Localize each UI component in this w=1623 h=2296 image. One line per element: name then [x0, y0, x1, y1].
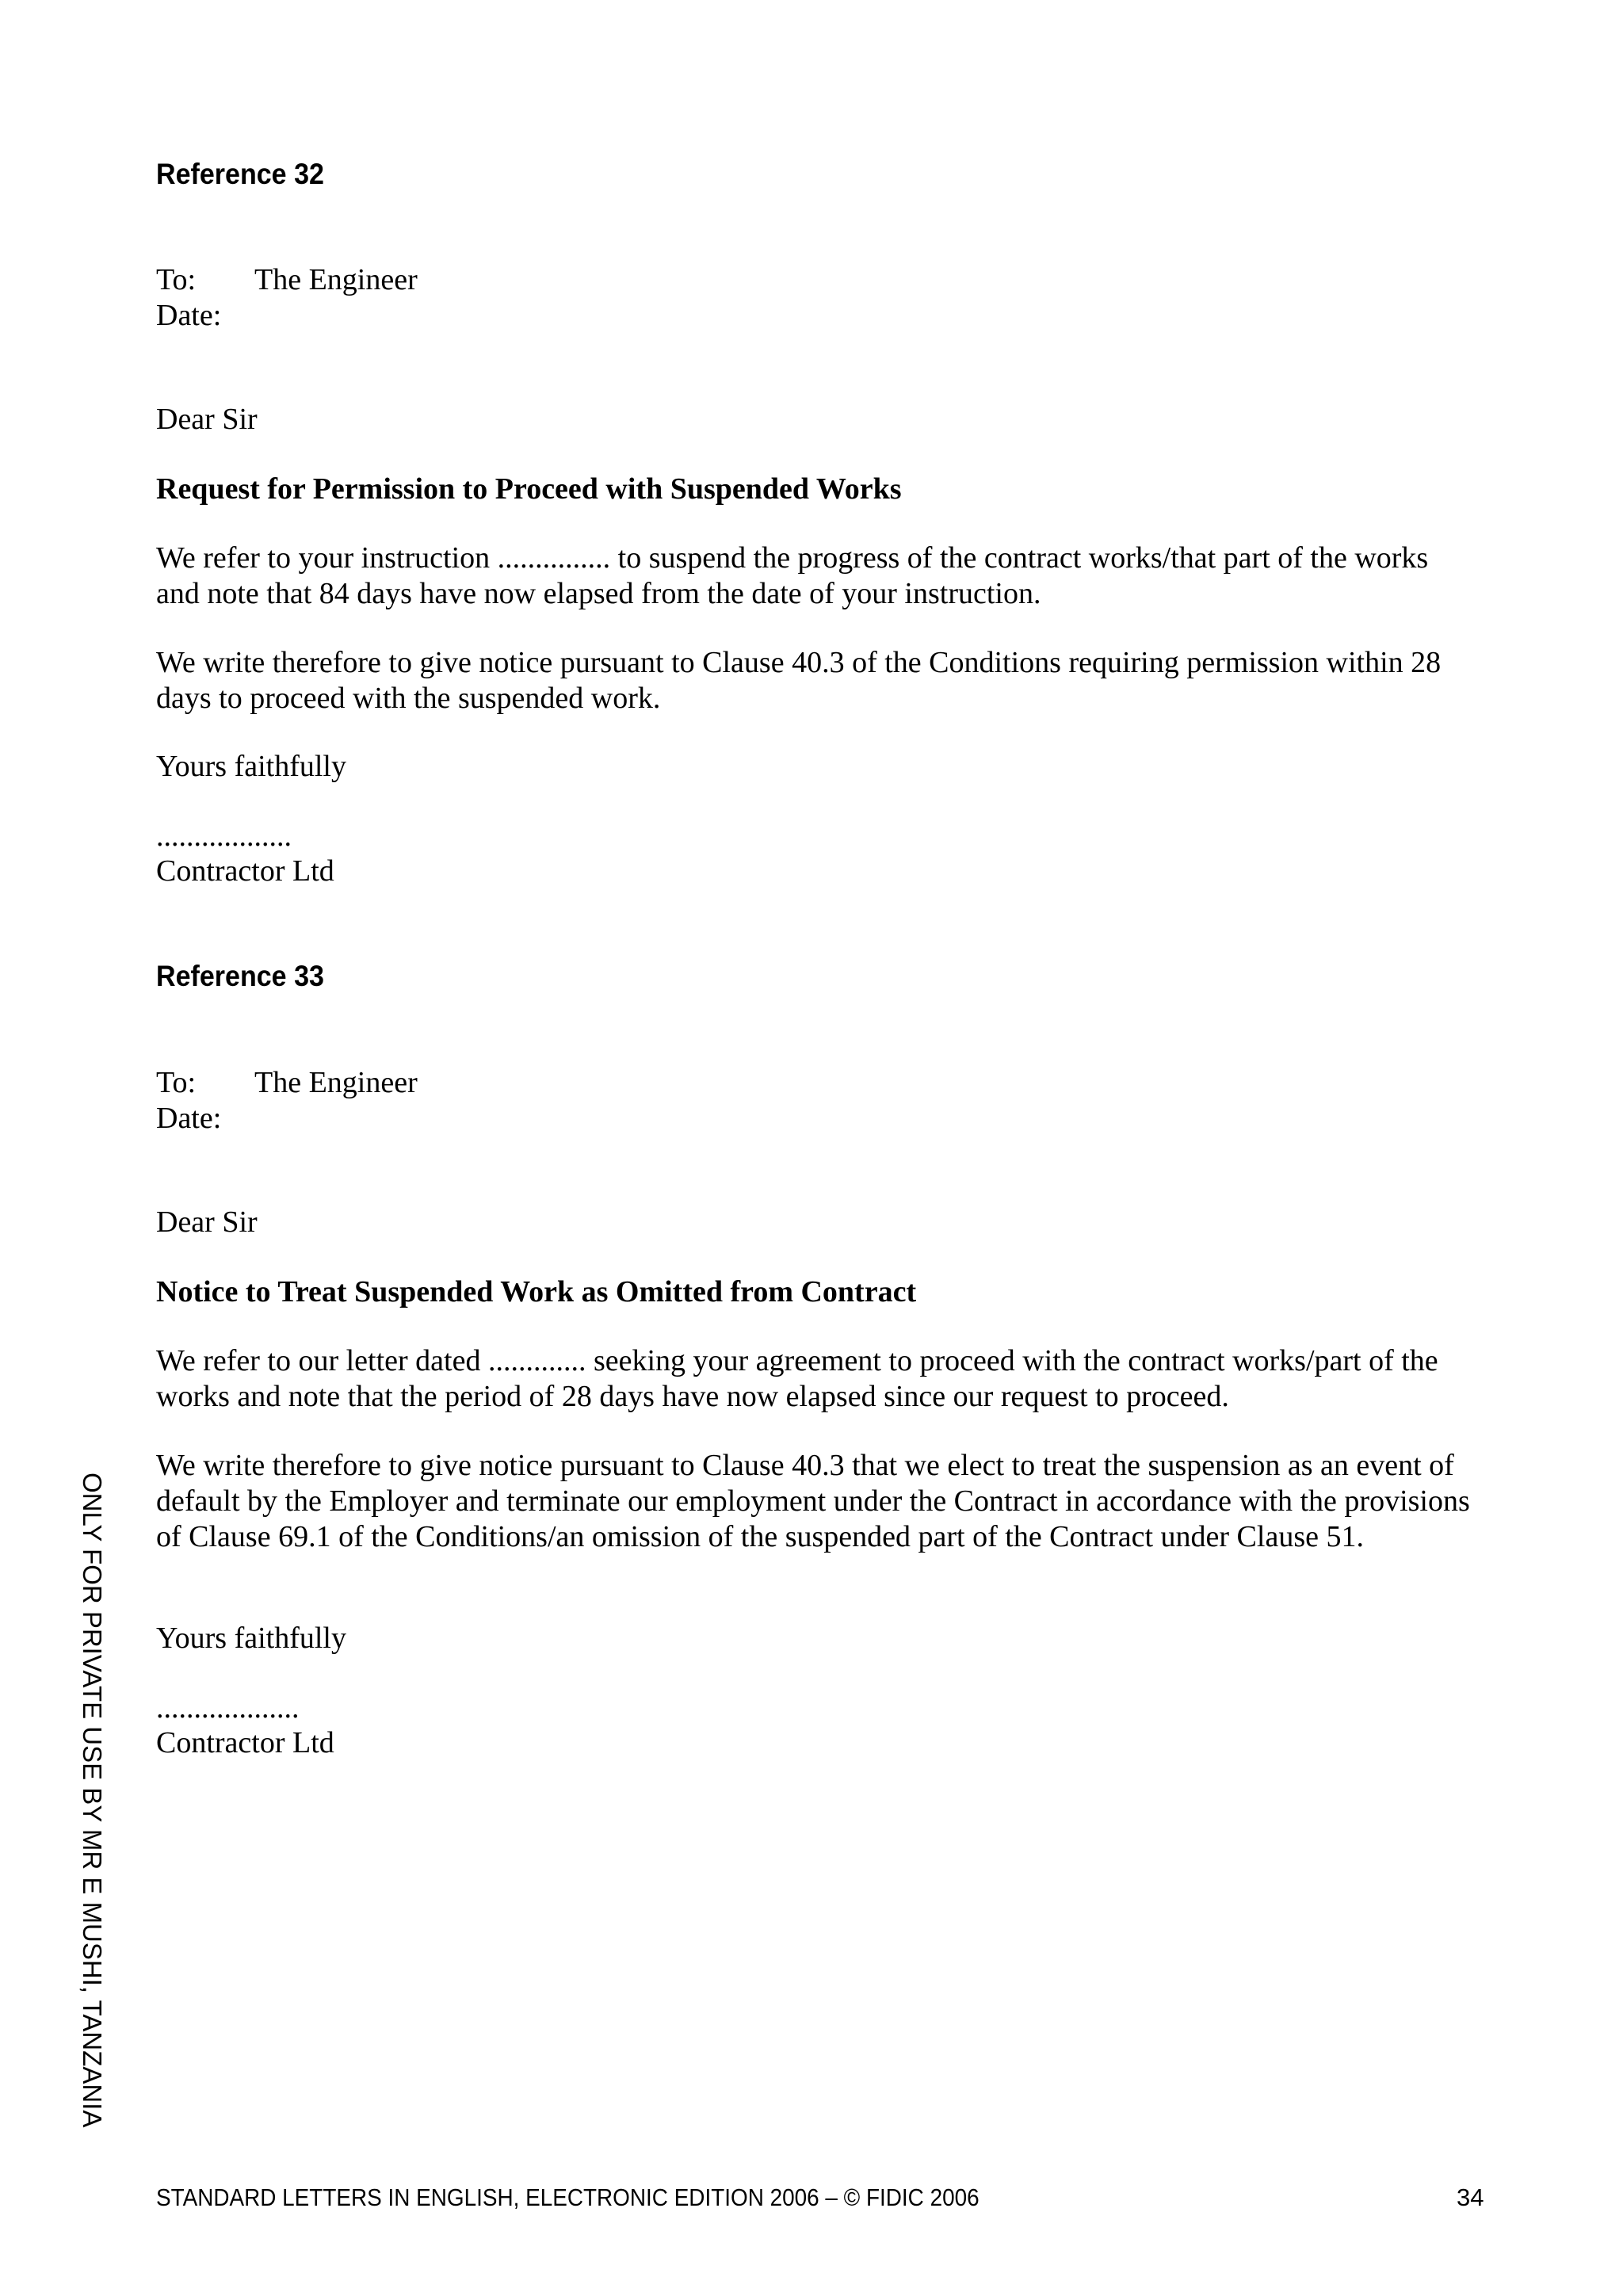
body-paragraph	[156, 1448, 1487, 1555]
reference-heading: Reference 33	[156, 960, 324, 992]
date-line	[156, 298, 254, 334]
body-paragraph	[156, 541, 1487, 612]
to-value: The Engineer	[254, 1066, 418, 1099]
salutation: Dear Sir	[156, 1205, 258, 1239]
date-line	[156, 1101, 254, 1137]
private-use-watermark: ONLY FOR PRIVATE USE BY MR E MUSHI, TANZANIA	[78, 1473, 107, 2128]
letter-subject: Request for Permission to Proceed with Suspended Works	[156, 472, 902, 506]
to-label: To:	[156, 1066, 197, 1099]
date-label: Date:	[156, 299, 222, 332]
signatory-name: Contractor Ltd	[156, 854, 334, 888]
body-paragraph	[156, 645, 1487, 716]
reference-heading: Reference 32	[156, 158, 324, 190]
signatory-name: Contractor Ltd	[156, 1726, 334, 1759]
date-label: Date:	[156, 1102, 222, 1135]
to-label: To:	[156, 263, 197, 296]
paragraph-line: We refer to our letter dated ............. seeking your agreement to proceed with the contract works/part of the	[156, 1344, 1438, 1377]
closing: Yours faithfully	[156, 750, 346, 783]
signature-placeholder: ..................	[156, 819, 292, 853]
page-number: 34	[1457, 2183, 1484, 2211]
salutation: Dear Sir	[156, 403, 258, 436]
to-line	[156, 1065, 418, 1101]
letter-subject: Notice to Treat Suspended Work as Omitted from Contract	[156, 1275, 917, 1308]
paragraph-line: default by the Employer and terminate our employment under the Contract in accordance with the provisions	[156, 1484, 1470, 1518]
paragraph-line: We write therefore to give notice pursuant to Clause 40.3 that we elect to treat the suspension as an event of	[156, 1449, 1454, 1482]
to-value: The Engineer	[254, 263, 418, 296]
paragraph-line: We refer to your instruction ............... to suspend the progress of the contract works/that part of the works	[156, 541, 1429, 575]
paragraph-line: works and note that the period of 28 days have now elapsed since our request to proceed.	[156, 1380, 1229, 1413]
paragraph-line: We write therefore to give notice pursuant to Clause 40.3 of the Conditions requiring permission within 28	[156, 646, 1442, 679]
footer-copyright: STANDARD LETTERS IN ENGLISH, ELECTRONIC EDITION 2006 – © FIDIC 2006	[156, 2183, 980, 2211]
paragraph-line: of Clause 69.1 of the Conditions/an omission of the suspended part of the Contract under Clause 51.	[156, 1520, 1364, 1553]
closing: Yours faithfully	[156, 1622, 346, 1655]
paragraph-line: and note that 84 days have now elapsed from the date of your instruction.	[156, 577, 1041, 610]
to-line	[156, 262, 418, 298]
signature-placeholder: ...................	[156, 1691, 300, 1725]
paragraph-line: days to proceed with the suspended work.	[156, 682, 661, 715]
body-paragraph	[156, 1343, 1487, 1415]
